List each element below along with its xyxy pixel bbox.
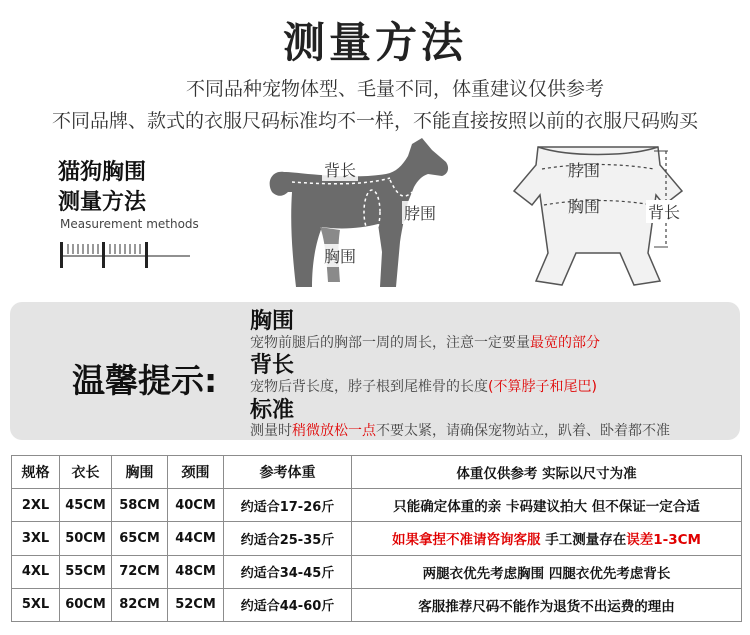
dog-chest-label: 胸围	[322, 244, 358, 267]
subtitle-size-note: 不同品牌、款式的衣服尺码标准均不一样，不能直接按照以前的衣服尺码购买	[51, 110, 698, 132]
garment-chest-label: 胸围	[568, 197, 601, 216]
cell-length: 45CM	[60, 489, 112, 522]
cell-size: 5XL	[12, 588, 60, 621]
cell-neck: 48CM	[168, 555, 224, 588]
cell-neck: 52CM	[168, 588, 224, 621]
cell-length: 60CM	[60, 588, 112, 621]
cell-chest: 82CM	[112, 588, 168, 621]
header-length: 衣长	[60, 456, 112, 489]
tip-back-label: 背长	[250, 353, 295, 378]
cell-weight: 约适合17-26斤	[224, 489, 352, 522]
cell-size: 3XL	[12, 522, 60, 555]
tip-chest-text: 宠物前腿后的胸部一周的周长，注意一定要量最宽的部分	[250, 335, 600, 351]
cell-length: 55CM	[60, 555, 112, 588]
cell-note: 客服推荐尺码不能作为退货不出运费的理由	[352, 588, 742, 621]
page-title: 测量方法	[282, 18, 467, 67]
tip-back-text: 宠物后背长度，脖子根到尾椎骨的长度(不算脖子和尾巴)	[250, 379, 597, 395]
header-neck: 颈围	[168, 456, 224, 489]
ruler-icon	[60, 240, 190, 268]
cell-chest: 65CM	[112, 522, 168, 555]
tip-chest-label: 胸围	[250, 309, 295, 334]
cell-note: 如果拿捏不准请咨询客服 手工测量存在误差1-3CM	[352, 522, 742, 555]
table-row	[12, 489, 742, 522]
cell-length: 50CM	[60, 522, 112, 555]
measure-subtitle-en: Measurement methods	[60, 217, 199, 231]
cell-weight: 约适合25-35斤	[224, 522, 352, 555]
tips-heading: 温馨提示:	[72, 361, 218, 400]
tip-standard-label: 标准	[250, 398, 295, 423]
garment-back-label: 背长	[646, 200, 682, 223]
cell-neck: 44CM	[168, 522, 224, 555]
tip-standard-text: 测量时稍微放松一点不要太紧，请确保宠物站立，趴着、卧着都不准	[250, 423, 670, 439]
cell-chest: 58CM	[112, 489, 168, 522]
subtitle-weight-note: 不同品种宠物体型、毛量不同，体重建议仅供参考	[185, 78, 604, 100]
cell-size: 4XL	[12, 555, 60, 588]
header-weight: 参考体重	[224, 456, 352, 489]
measure-title-line1: 猫狗胸围	[58, 160, 147, 185]
cell-neck: 40CM	[168, 489, 224, 522]
table-row	[12, 522, 742, 555]
cell-chest: 72CM	[112, 555, 168, 588]
table-header-row	[12, 456, 742, 489]
cell-size: 2XL	[12, 489, 60, 522]
header-chest: 胸围	[112, 456, 168, 489]
dog-neck-label: 脖围	[402, 201, 438, 224]
cell-note: 两腿衣优先考虑胸围 四腿衣优先考虑背长	[352, 555, 742, 588]
dog-back-label: 背长	[322, 158, 358, 181]
header-note: 体重仅供参考 实际以尺寸为准	[352, 456, 742, 489]
garment-neck-label: 脖围	[568, 161, 601, 180]
cell-weight: 约适合34-45斤	[224, 555, 352, 588]
size-table	[11, 455, 742, 622]
table-row	[12, 588, 742, 621]
measure-title-line2: 测量方法	[58, 190, 147, 215]
cell-note: 只能确定体重的亲 卡码建议拍大 但不保证一定合适	[352, 489, 742, 522]
header-size: 规格	[12, 456, 60, 489]
table-row	[12, 555, 742, 588]
cell-weight: 约适合44-60斤	[224, 588, 352, 621]
